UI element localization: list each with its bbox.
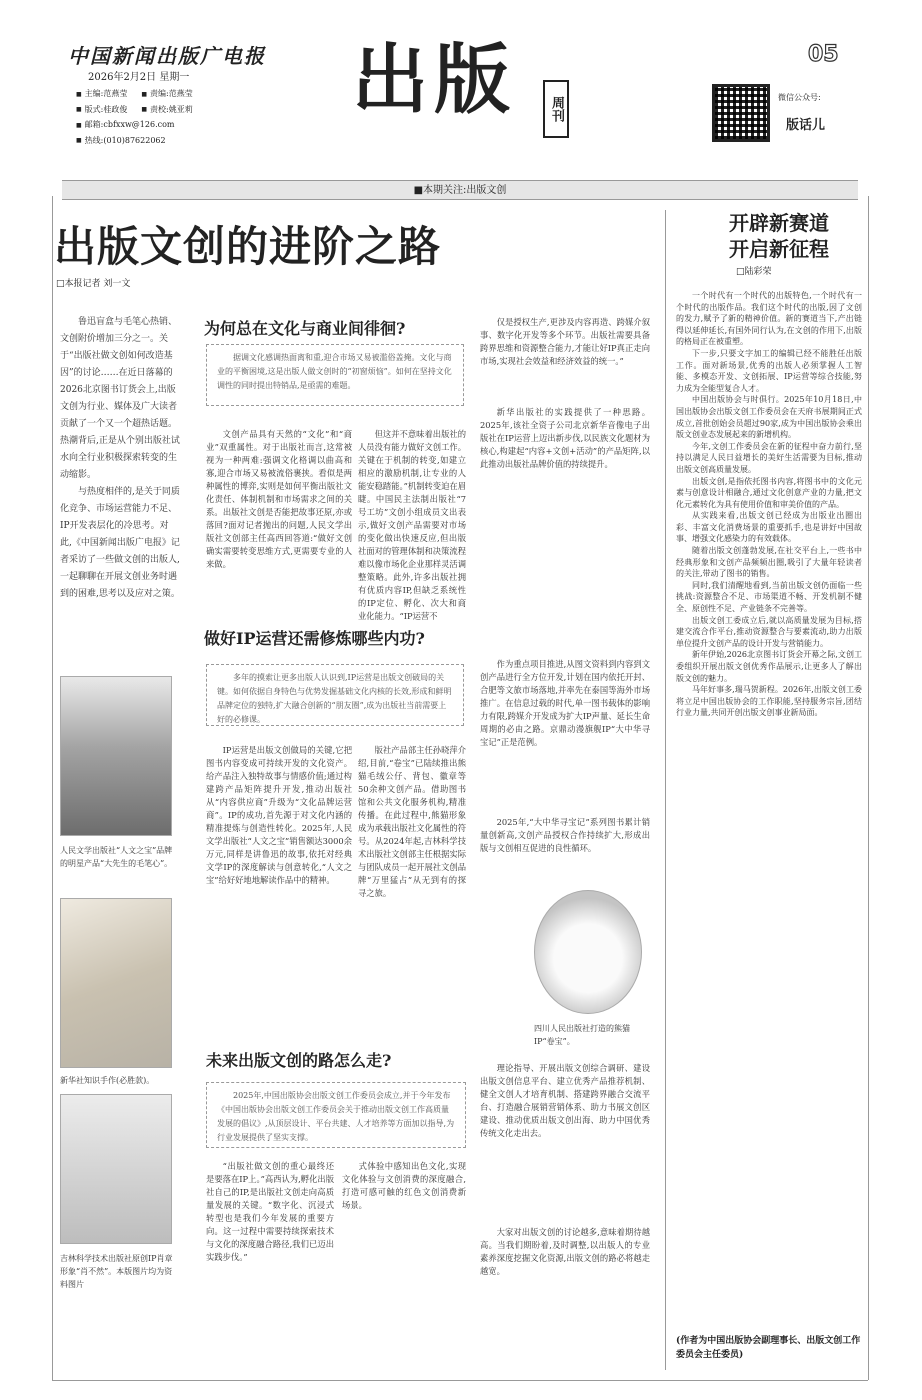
section-heading: 未来出版文创的路怎么走? [206,1051,392,1070]
wechat-label: 微信公众号: [778,93,821,102]
sidebar-paragraph: 新年伊始,2026北京图书订货会开幕之际,文创工委组织开展出版文创优秀作品展示,让更多人了解出版文创的魅力。 [676,650,862,683]
sidebar-title-line1: 开辟新赛道 [729,211,829,235]
intro-paragraph: 与热度相伴的,是关于同质化竞争、市场运营能力不足、IP开发表层化的冷思考。对此,《中国新闻出版广电报》记者采访了一些做文创的出版人,一起聊聊在开展文创业务时遇到的困难,思考以及应对之策。 [60,487,180,599]
contact-email[interactable]: ■ 邮箱:cbfxxw@126.com [76,117,175,133]
sidebar-paragraph: 马年好事多,瑞马贺新程。2026年,出版文创工委将立足中国出版协会的工作职能,坚持服务宗旨,团结行业力量,共同开创出版文创事业新局面。 [676,685,862,718]
article-headline: 出版文创的进阶之路 [54,222,442,271]
body-column: 文创产品具有天然的“文化”和“商业”双重属性。对于出版社而言,这常被视为一种两难:强调文化格调以曲高和寡,迎合市场又易被流俗裹挟。看似是两种属性的博弈,实则是如何平衡出版社文化责任、体制机制和市场需求之间的关系。出版社文创是否能把故事还原,亦或落回?面对记者抛出的问题,人民文学出版社文创部主任高西回答道:“做好文创确实需要转变思维方式,更需要专业的人来做。 [206,429,352,569]
sidebar-paragraph: 中国出版协会与时俱行。2025年10月18日,中国出版协会出版文创工作委员会在天府书展期间正式成立,首批创始会员超过90家,成为中国出版协会乘出版文创业态发展起来的新增机构。 [676,395,862,440]
photo-caption: 四川人民出版社打造的熊猫IP“卷宝”。 [534,1024,630,1046]
duty-editor: ■ 责编:范燕莹 [141,86,192,102]
body-column: 新华出版社的实践提供了一种思路。2025年,该社全资子公司北京新华音像电子出版社在IP运营上迈出新步伐,以民族文化题材为核心,构建起“内容+文创+活动”的产品矩阵,以此推动出版社品牌价值的持续提升。 [480,407,650,469]
sidebar-paragraph: 下一步,只要文字加工的编辑已经不能胜任出版工作。面对新场景,优秀的出版人必须掌握人工智能、多模态开发、文创拓展、IP运营等综合技能,努力成为全能型复合人才。 [676,348,862,393]
sidebar-paragraph: 一个时代有一个时代的出版特色,一个时代有一个时代的出版作品。我们这个时代的出版,因了文创的发力,赋予了新的精神价值。新的赛道当下,产出链得以延伸延长,有国外同行认为,在文创的作用下,出版的格局正在被重塑。 [676,291,862,347]
section-heading: 为何总在文化与商业间徘徊? [204,319,406,338]
photo-caption: 人民文学出版社“人文之宝”品牌的明星产品“大先生的毛笔心”。 [60,846,173,868]
sidebar-author: □陆彩荣 [736,267,772,277]
sidebar-commentary [676,210,862,277]
body-column: 大家对出版文创的讨论越多,意味着期待越高。当我们期盼着,及时调整,以出版人的专业素养深度挖掘文化资源,出版文创的路必将越走越宽。 [480,1227,650,1276]
lu-xun-product-photo [60,676,172,836]
sidebar-body [676,290,862,1326]
section-lead: 2025年,中国出版协会出版文创工作委员会成立,并于今年发布《中国出版协会出版文创工作委员会关于推动出版文创工作高质量发展的倡议》,从顶层设计、平台共建、人才培养等方面加以指导,为行业发展提供了坚实支撑。 [206,1082,466,1148]
frame-right-rule [868,196,869,1380]
layout-editor: ■ 版式:桂政俊 [76,102,127,118]
body-column: “出版社做文创的重心最终还是要落在IP上。”高西认为,孵化出版社自己的IP,是出版社文创走向高质量发展的关键。“数字化、沉浸式转型也是我们今年发展的重要方向。这一过程中需要持续探索技术与文化的深度融合路径,我们已迈出实践步伐。” [206,1161,334,1262]
photo-caption: 新华社知识手作(必胜款)。 [60,1076,155,1085]
staff-list [76,86,276,148]
weekly-tag: 周刊 [543,80,569,138]
qr-code-icon[interactable] [712,84,770,142]
photo-caption: 吉林科学技术出版社原创IP肖章形象“肖不然”。本版图片均为资料图片 [60,1254,173,1289]
body-column: 式体验中感知出色文化,实现文化体验与文创消费的深度融合,打造可感可触的红色文创消费新场景。 [342,1161,466,1210]
editor-in-chief: ■ 主编:范燕莹 [76,86,127,102]
article-intro [60,314,180,603]
sidebar-paragraph: 随着出版文创蓬勃发展,在社交平台上,一些书中经典形象和文创产品频频出圈,吸引了大量年轻读者的关注,带动了图书的销售。 [676,546,862,579]
issue-date: 2026年2月2日 星期一 [88,72,190,83]
frame-bottom-rule [52,1380,868,1381]
author-note: (作者为中国出版协会副理事长、出版文创工作委员会主任委员) [676,1336,861,1360]
xinhua-product-photo [60,898,172,1068]
intro-paragraph: 鲁迅盲盒与毛笔心热销、文创附价增加三分之一。关于“出版社做文创如何改造基因”的讨论……在近日落幕的2026北京图书订货会上,出版文创为行业、媒体及广大读者贡献了一个又一个超热话题。热潮背后,正是从个别出版社试水向全行业积极探索转变的生动缩影。 [60,317,180,480]
panda-ip-photo [534,890,642,1014]
sidebar-paragraph: 出版文创,是指依托图书内容,将图书中的文化元素与创意设计相融合,通过文化创意产业的力量,把文化元素转化为具有使用价值和审美价值的产品。 [676,476,862,509]
jilin-ip-photo [60,1094,172,1244]
hotline: ■ 热线:(010)87622062 [76,133,166,149]
sidebar-paragraph: 今年,文创工作委员会在新的征程中奋力前行,坚持以满足人民日益增长的美好生活需要为目标,推动出版文创高质量发展。 [676,441,862,474]
body-column: 作为重点项目推进,从图文资料到内容到文创产品进行全方位开发,计划在国内依托开封、合肥等文旅市场落地,并率先在泰国等海外市场推广。在信息过载的时代,单一图书载体的影响力有限,跨媒介开发成为扩大IP声量、延长生命周期的必由之路。京鼎动漫旗舰IP“大中华寻宝记”正是范例。 [480,659,650,747]
sidebar-paragraph: 出版文创工委成立后,就以高质量发展为目标,搭建交流合作平台,推动资源整合与要素流动,助力出版单位提升文创产品的设计开发与营销能力。 [676,615,862,648]
sidebar-title-line2: 开启新征程 [729,237,829,261]
section-lead: 据调文化感调热面离和重,迎合市场又易被滥俗盖掩。文化与商业的平衡困境,这是出版人做文创时的“初窗烦恼”。如何在坚持文化调性的同时提出特销品,是亟需的难题。 [206,344,464,406]
body-column: 版社产品部主任孙晓萍介绍,目前,“卷宝”已陆续推出熊猫毛绒公仔、背包、徽章等50余种文创产品。借助图书馆和公共文化服务机构,精准传播。在此过程中,熊猫形象成为承载出版社文化属性的符号。从2024年起,吉林科学技术出版社文创部主任根据实际与团队成员一起开展社文创品牌“万里猛占”从无到有的探寻之旅。 [358,745,466,898]
body-column: 但这并不意味着出版社的人员没有能力做好文创工作。关键在于机制的转变,如建立相应的激励机制,让专业的人能安稳踏能。”机制转变迫在眉睫。中国民主法制出版社“7号工坊”文创小组成员文出表示,做好文创产品需要对市场的变化做出快速反应,但出版社面对的管理体制和决策流程难以像市场化企业那样灵活调整策略。此外,许多出版社拥有优质内容IP,但缺乏系统性的IP定位、孵化、次大和商业化能力。“IP运营不 [358,429,466,621]
proofreader: ■ 责校:姚亚莉 [141,102,192,118]
masthead [0,0,922,150]
page-number: 05 [808,42,839,67]
section-lead: 多年的摸索让更多出版人认识到,IP运营是出版文创破局的关键。如何依据自身特色与优势发掘基础文化内核的长效,形成和鲜明品牌定位的独特,扩大融合创新的“朋友圈”,成为出版社当前需要上好的必修课。 [206,664,464,726]
article-byline: □本报记者 刘一文 [56,279,131,289]
body-column: 2025年,“大中华寻宝记”系列图书累计销量创新高,文创产品授权合作持续扩大,形成出版与文创相互促进的良性循环。 [480,817,650,853]
body-column: 仅是授权生产,更涉及内容再造、跨媒介叙事、数字化开发等多个环节。出版社需要具备跨界思维和资源整合能力,才能让好IP真正走向市场,实现社会效益和经济效益的统一。” [480,317,650,366]
newspaper-name: 中国新闻出版广电报 [68,44,266,68]
body-column: 理论指导、开展出版文创综合调研、建设出版文创信息平台、建立优秀产品推荐机制、健全文创人才培育机制、搭建跨界融合交流平台、打造融合展销营销体系、助力书展文创区建设、推动优质出版文创出海、助力中国优秀传统文化走出去。 [480,1063,650,1138]
wechat-account-name: 版话儿 [786,118,826,133]
section-heading: 做好IP运营还需修炼哪些内功? [204,629,425,648]
body-column: IP运营是出版文创做局的关键,它把图书内容变成可持续开发的文化资产。给产品注入独特故事与情感价值;通过构建跨产品矩阵提升开发,推动出版社从“内容供应商”升级为“文化品牌运营商”。IP的成功,首先源于对文化内涵的精准提炼与创造性转化。2025年,人民文学出版社“人文之宝”销售额达3000余万元,同样是讲鲁迅的故事,依托对经典文学IP的深度解读与创意转化,“人文之宝”给好好地地解读作品中的精神。 [206,745,352,885]
section-title: 出版 [352,35,516,124]
focus-bar: ■本期关注:出版文创 [62,180,858,200]
frame-left-rule [52,196,53,1380]
sidebar-paragraph: 从实践来看,出版文创已经成为出版业出圈出彩、丰富文化消费场景的重要抓手,也是讲好中国故事、增强文化感染力的有效载体。 [676,511,862,544]
sidebar-paragraph: 同时,我们清醒地看到,当前出版文创仍面临一些挑战:资源整合不足、市场渠道不畅、开发机制不健全、原创性不足、产业链条不完善等。 [676,580,862,614]
column-divider [665,210,666,1370]
